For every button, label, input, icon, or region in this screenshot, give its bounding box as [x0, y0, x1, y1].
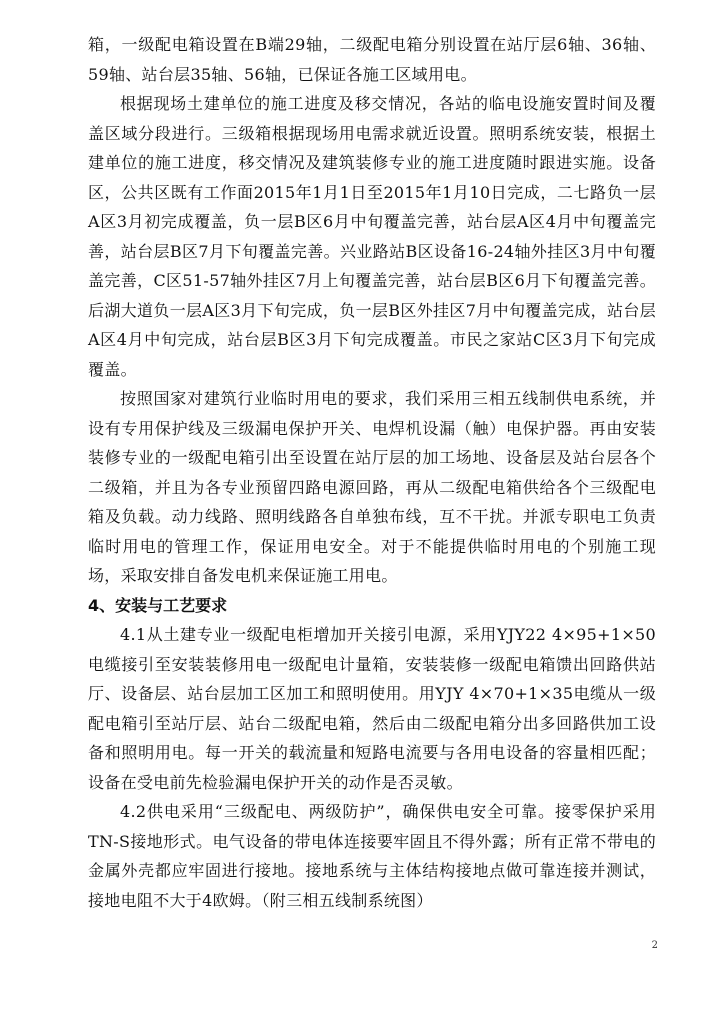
paragraph-4-2: 4.2供电采用“三级配电、两级防护”，确保供电安全可靠。接零保护采用TN-S接地形式。电气设备的带电体连接要牢固且不得外露；所有正常不带电的金属外壳都应牢固进行接地。接地系统与主体结构接地点做可靠连接并测试，接地电阻不大于4欧姆。（附三相五线制系统图） [88, 802, 656, 910]
paragraph-schedule: 根据现场土建单位的施工进度及移交情况，各站的临电设施安置时间及覆盖区域分段进行。三级箱根据现场用电需求就近设置。照明系统安装，根据土建单位的施工进度，移交情况及建筑装修专业的施工进度随时跟进实施。设备区，公共区既有工作面2015年1月1日至2015年1月10日完成，二七路负一层A区3月初完成覆盖，负一层B区6月中旬覆盖完善，站台层A区4月中旬覆盖完善，站台层B区7月下旬覆盖完善。兴业路站B区设备16-24轴外挂区3月中旬覆盖完善，C区51-57轴外挂区7月上旬覆盖完善，站台层B区6月下旬覆盖完善。后湖大道负一层A区3月下旬完成，负一层B区外挂区7月中旬覆盖完成，站台层A区4月中旬完成，站台层B区3月下旬完成覆盖。市民之家站C区3月下旬完成覆盖。 [88, 94, 656, 379]
document-page [88, 30, 656, 915]
page-number: 2 [651, 940, 658, 951]
paragraph-distribution-boxes: 箱，一级配电箱设置在B端29轴，二级配电箱分别设置在站厅层6轴、36轴、59轴、站台层35轴、56轴，已保证各施工区域用电。 [88, 35, 656, 84]
paragraph-4-1: 4.1从土建专业一级配电柜增加开关接引电源，采用YJY22 4×95+1×50电缆接引至安装装修用电一级配电计量箱，安装装修一级配电箱馈出回路供站厅、设备层、站台层加工区加工和照明使用。用YJY 4×70+1×35电缆从一级配电箱引至站厅层、站台二级配电箱，然后由二级配电箱分出多回路供加工设备和照明用电。每一开关的载流量和短路电流要与各用电设备的容量相匹配；设备在受电前先检验漏电保护开关的动作是否灵敏。 [88, 625, 656, 792]
paragraph-power-system: 按照国家对建筑行业临时用电的要求，我们采用三相五线制供电系统，并设有专用保护线及三级漏电保护开关、电焊机设漏（触）电保护器。再由安装装修专业的一级配电箱引出至设置在站厅层的加工场地、设备层及站台层各个二级箱，并且为各专业预留四路电源回路，再从二级配电箱供给各个三级配电箱及负载。动力线路、照明线路各自单独布线，互不干扰。并派专职电工负责临时用电的管理工作，保证用电安全。对于不能提供临时用电的个别施工现场，采取安排自备发电机来保证施工用电。 [88, 389, 656, 585]
section-heading-installation: 4、安装与工艺要求 [88, 595, 228, 615]
